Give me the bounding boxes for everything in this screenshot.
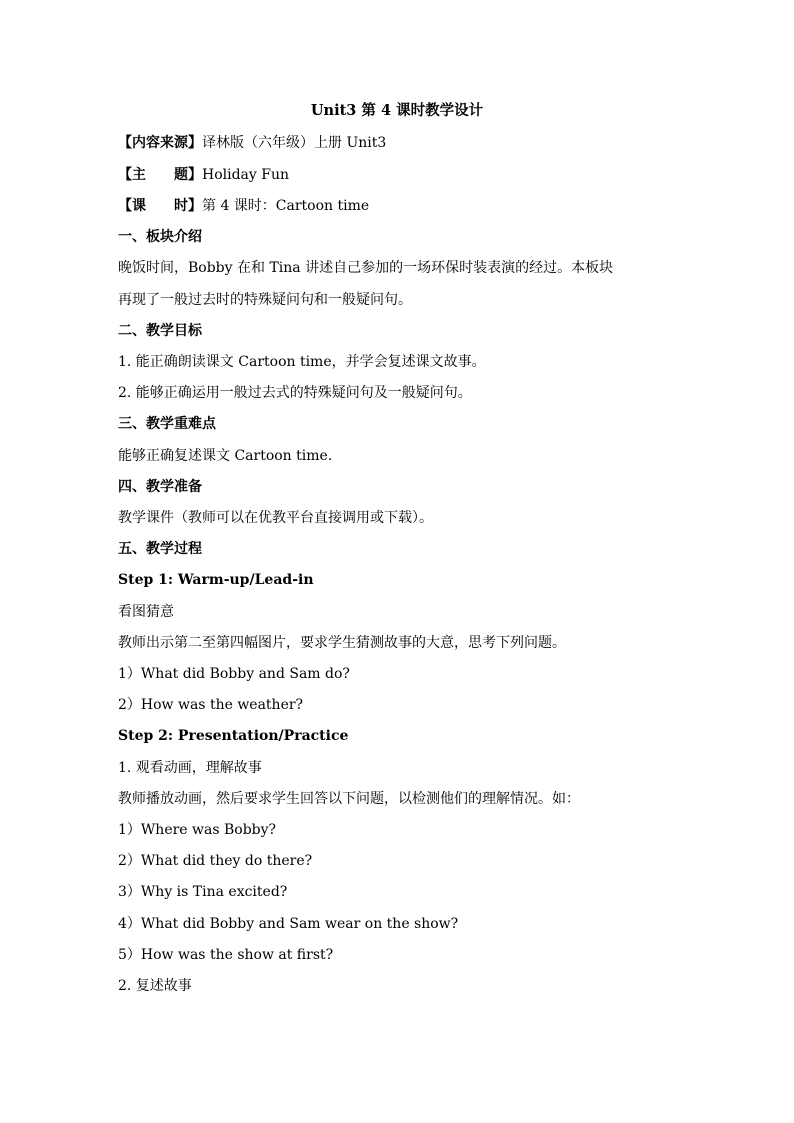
meta-topic (118, 166, 289, 184)
step2-question-3: 3）Why is Tina excited? (118, 884, 288, 900)
step2-instruction: 教师播放动画，然后要求学生回答以下问题，以检测他们的理解情况。如： (118, 791, 580, 807)
step1-instruction: 教师出示第二至第四幅图片，要求学生猜测故事的大意，思考下列问题。 (118, 635, 566, 651)
section1-para-line2: 再现了一般过去时的特殊疑问句和一般疑问句。 (118, 292, 412, 308)
step2-heading: Step 2: Presentation/Practice (118, 728, 349, 744)
step2-sub2: 2. 复述故事 (118, 978, 192, 994)
section1-heading: 一、板块介绍 (118, 229, 202, 245)
document-title: Unit3 第 4 课时教学设计 (310, 102, 484, 119)
step2-question-5: 5）How was the show at first? (118, 947, 334, 963)
section5-heading: 五、教学过程 (118, 541, 202, 557)
section2-heading: 二、教学目标 (118, 323, 202, 339)
step1-sub: 看图猜意 (118, 604, 174, 620)
meta-source (118, 134, 386, 152)
step2-question-2: 2）What did they do there? (118, 853, 313, 869)
meta-lesson-label: 【课 时】 (118, 198, 202, 214)
meta-topic-value: Holiday Fun (202, 167, 290, 183)
section1-para-line1: 晚饭时间，Bobby 在和 Tina 讲述自己参加的一场环保时装表演的经过。本板块 (118, 260, 614, 276)
meta-source-value: 译林版（六年级）上册 Unit3 (202, 135, 387, 151)
step1-question-2: 2）How was the weather? (118, 697, 304, 713)
section3-text: 能够正确复述课文 Cartoon time. (118, 448, 333, 464)
section4-text: 教学课件（教师可以在优教平台直接调用或下载）。 (118, 510, 433, 526)
section4-heading: 四、教学准备 (118, 479, 202, 495)
meta-source-label: 【内容来源】 (118, 135, 202, 151)
step1-question-1: 1）What did Bobby and Sam do? (118, 666, 350, 682)
step2-question-4: 4）What did Bobby and Sam wear on the show? (118, 916, 459, 932)
meta-topic-label: 【主 题】 (118, 167, 202, 183)
section3-heading: 三、教学重难点 (118, 416, 216, 432)
section2-item1: 1. 能正确朗读课文 Cartoon time，并学会复述课文故事。 (118, 354, 486, 370)
step2-sub1: 1. 观看动画，理解故事 (118, 760, 262, 776)
meta-lesson (118, 197, 369, 215)
step1-heading: Step 1: Warm-up/Lead-in (118, 572, 314, 588)
section2-item2: 2. 能够正确运用一般过去式的特殊疑问句及一般疑问句。 (118, 385, 472, 401)
step2-question-1: 1）Where was Bobby? (118, 822, 277, 838)
meta-lesson-value: 第 4 课时：Cartoon time (202, 198, 370, 214)
